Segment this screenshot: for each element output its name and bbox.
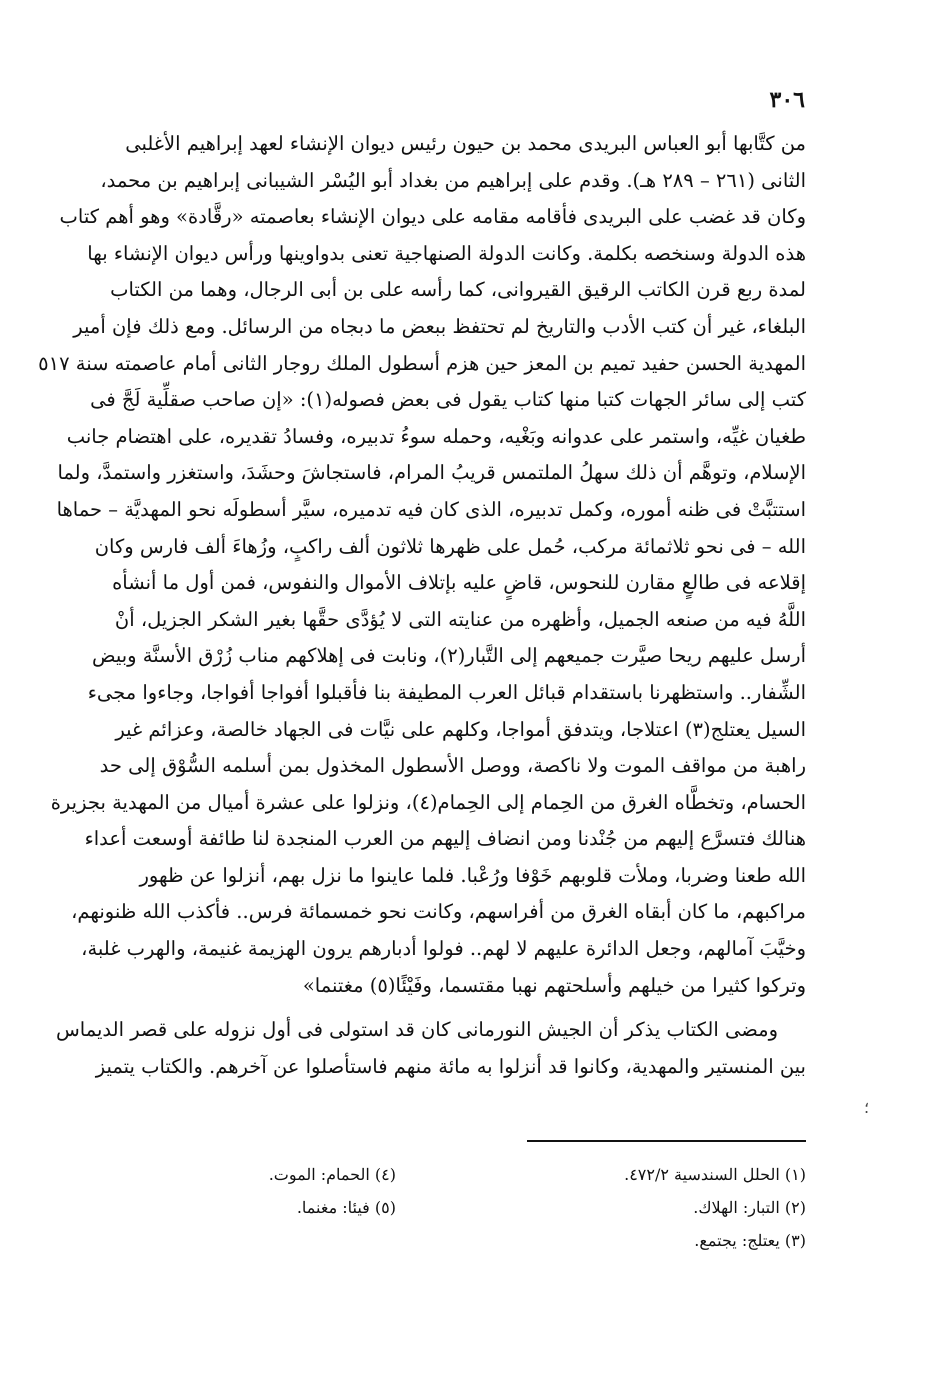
text-line: وتركوا كثيرا من خيلهم وأسلحتهم نهبا مقتسما، وفَيْئًا(٥) مغتنما» — [302, 973, 806, 997]
text-line: السيل يعتلج(٣) اعتلاجا، ويتدفق أمواجا، وكلهم على نيَّات فى الجهاد خالصة، وعزائم غير — [115, 717, 806, 741]
text-line: البلغاء، غير أن كتب الأدب والتاريخ لم تحتفظ ببعض ما دبجاه من الرسائل. ومع ذلك فإن أمير — [73, 314, 806, 338]
footnote-divider — [527, 1140, 806, 1142]
text-line: طغيان غيِّه، واستمر على عدوانه وبَغْيه، وحمله سوءُ تدبيره، وفسادُ تقديره، على اهتضام جانب — [66, 424, 806, 448]
text-line: هنالك فتسرَّع إليهم من جُنْدنا ومن انضاف إليهم من العرب المنجدة لنا طائفة أوسعت أعداء — [84, 827, 806, 851]
text-line: هذه الدولة وسنخصه بكلمة. وكانت الدولة الصنهاجية تعنى بدواوينها ورأس ديوان الإنشاء بها — [87, 241, 806, 265]
paragraph-gap — [52, 1004, 806, 1012]
text-line: الحسام، وتخطَّاه الغرق من الحِمام إلى الحِمام(٤)، ونزلوا على عشرة أميال من المهدية بجزيرة — [50, 790, 806, 814]
footnotes-column-right — [466, 1158, 806, 1257]
footnote-5: (٥) فيئا: مغنما. — [296, 1198, 396, 1217]
text-line: وكان قد غضب على البريدى فأقامه مقامه على ديوان الإنشاء بعاصمته «رقَّادة» وهو أهم كتاب — [59, 205, 806, 229]
text-line: راهبة من مواقف الموت ولا ناكصة، ووصل الأسطول المخذول بمن أسلمه السُّوْق إلى حد — [99, 754, 806, 778]
text-line: اللَّهُ فيه من صنعه الجميل، وأظهره من عنايته التى لا يُؤدَّى حقَّها بغير الشكر الجزيل، أنْ — [114, 607, 806, 631]
text-line: إقلاعه فى طالعٍ مقارن للنحوس، قاضٍ عليه بإتلاف الأموال والنفوس، فمن أول ما أنشأه — [112, 571, 806, 595]
footnote-1: (١) الحلل السندسية ٤٧٢/٢. — [624, 1165, 806, 1184]
margin-mark: ؛ — [864, 1098, 870, 1117]
text-line: من كتَّابها أبو العباس البريدى محمد بن حيون رئيس ديوان الإنشاء لعهد إبراهيم الأغلبى — [125, 132, 806, 155]
footnote-2: (٢) التبار: الهلاك. — [693, 1198, 806, 1217]
footnote-3: (٣) يعتلج: يجتمع. — [694, 1231, 806, 1250]
text-line: وخيَّبَ آمالهم، وجعل الدائرة عليهم لا لهم.. فولوا أدبارهم يرون الهزيمة غنيمة، والهرب غلبة، — [81, 937, 806, 961]
text-line: استتبَّتْ فى ظنه أموره، وكمل تدبيره، الذى كان فيه تدميره، سيَّر أسطولَه نحو المهديَّة – حماها — [56, 497, 806, 521]
footnote-4: (٤) الحمام: الموت. — [268, 1165, 396, 1184]
footnotes-column-left — [196, 1158, 396, 1224]
text-line: لمدة ربع قرن الكاتب الرقيق القيروانى، كما رأسه على بن أبى الرجال، وهما من الكتاب — [110, 278, 806, 302]
text-line: مراكبهم، ما كان أبقاه الغرق من أفراسهم، وكانت نحو خمسمائة فرس.. فأكذب الله ظنونهم، — [71, 900, 806, 924]
text-line: كتب إلى سائر الجهات كتبا منها كتاب يقول فى بعض فصوله(١): «إن صاحب صقلِّية لَجَّ فى — [90, 388, 806, 412]
text-line: بين المنستير والمهدية، وكانوا قد أنزلوا به مائة منهم فاستأصلوا عن آخرهم. والكتاب يتميز — [95, 1054, 806, 1078]
text-line: الشِّفار.. واستظهرنا باستقدام قبائل العرب المطيفة بنا فأقبلوا أفواجا أفواجا، وجاءوا مجىء — [87, 680, 806, 704]
text-line: الثانى (٢٦١ – ٢٨٩ هـ). وقدم على إبراهيم من بغداد أبو اليُسْر الشيبانى إبراهيم بن محمد، — [100, 168, 806, 192]
footnotes — [52, 1158, 806, 1268]
page-number: ٣٠٦ — [769, 87, 805, 113]
text-line: الله طعنا وضربا، وملأت قلوبهم خَوْفا ورُعْبا. فلما عاينوا ما نزل بهم، أنزلوا عن ظهور — [139, 863, 806, 887]
main-text — [38, 126, 806, 1085]
text-line: المهدية الحسن حفيد تميم بن المعز حين هزم أسطول الملك روجار الثانى أمام عاصمته سنة ٥١٧ — [38, 351, 806, 375]
text-line: ومضى الكتاب يذكر أن الجيش النورمانى كان قد استولى فى أول نزوله على قصر الديماس — [55, 1018, 778, 1042]
text-line: الله – فى نحو ثلاثمائة مركب، حُمل على ظهرها ثلاثون ألف راكبٍ، وزُهاءَ ألف فارس وكان — [94, 534, 806, 558]
text-line: أرسل عليهم ريحا صيَّرت جميعهم إلى التَّبار(٢)، ونابت فى إهلاكهم مناب زُرْق الأسنَّة وبيض — [91, 644, 806, 668]
text-line: الإسلام، وتوهَّم أن ذلك سهلُ الملتمس قريبُ المرام، فاستجاشَ وحشَدَ، واستغزر واستمدَّ، ولما — [57, 461, 806, 485]
